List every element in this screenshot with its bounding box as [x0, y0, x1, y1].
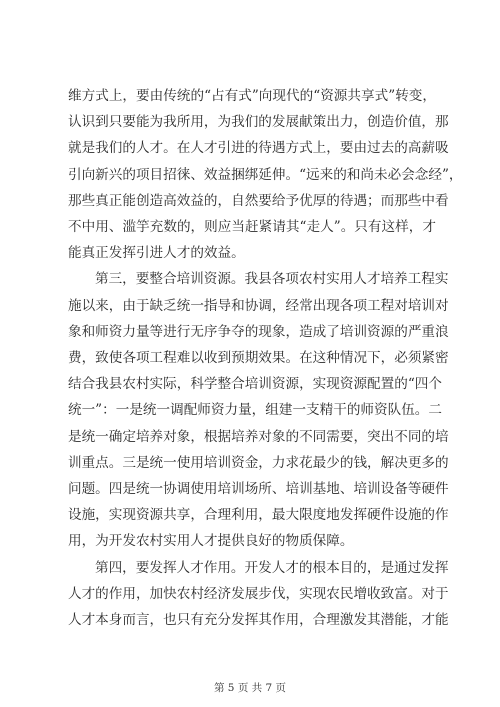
text-line: 第四，要发挥人才作用。开发人才的根本目的，是通过发挥 [95, 559, 449, 576]
text-line: 训重点。三是统一使用培训资金，力求花最少的钱，解决更多的 [68, 454, 449, 471]
text-line: 问题。四是统一协调使用培训场所、培训基地、培训设备等硬件 [68, 481, 449, 498]
text-line: 费，致使各项工程难以收到预期效果。在这种情况下，必须紧密 [68, 350, 449, 367]
paragraph-1 [68, 83, 463, 266]
text-line: 施以来，由于缺乏统一指导和协调，经常出现各项工程对培训对 [68, 297, 449, 314]
text-line: 人才本身而言，也只有充分发挥其作用，合理激发其潜能，才能 [68, 612, 449, 629]
text-line: 是统一确定培养对象，根据培养对象的不同需要，突出不同的培 [68, 428, 449, 445]
text-line: 第三，要整合培训资源。我县各项农村实用人才培养工程实 [95, 271, 449, 288]
text-line: 就是我们的人才。在人才引进的待遇方式上，要由过去的高薪吸 [68, 140, 449, 157]
text-line: 人才的作用，加快农村经济发展步伐，实现农民增收致富。对于 [68, 585, 449, 602]
text-line: 引向新兴的项目招徕、效益捆绑延伸。“远来的和尚未必会念经”， [68, 166, 463, 183]
text-line: 象和师资力量等进行无序争夺的现象，造成了培训资源的严重浪 [68, 323, 449, 340]
body-text [68, 83, 463, 633]
text-line: 不中用、滥竽充数的，则应当赶紧请其“走人”。只有这样，才 [68, 219, 436, 236]
text-line: 维方式上，要由传统的“占有式”向现代的“资源共享式”转变， [68, 88, 436, 104]
page-footer: 第 5 页 共 7 页 [213, 682, 287, 694]
text-line: 用，为开发农村实用人才提供良好的物质保障。 [68, 533, 354, 550]
text-line: 结合我县农村实际，科学整合培训资源，实现资源配置的“四个 [68, 376, 442, 393]
paragraph-2 [68, 266, 449, 554]
paragraph-3 [68, 555, 449, 634]
text-line: 认识到只要能为我所用，为我们的发展献策出力，创造价值，那 [68, 114, 449, 131]
text-line: 设施，实现资源共享，合理利用，最大限度地发挥硬件设施的作 [68, 507, 449, 524]
text-line: 能真正发挥引进人才的效益。 [68, 245, 245, 262]
text-line: 那些真正能创造高效益的，自然要给予优厚的待遇；而那些中看 [68, 192, 449, 209]
text-line: 统一”：一是统一调配师资力量，组建一支精干的师资队伍。二 [68, 402, 442, 419]
